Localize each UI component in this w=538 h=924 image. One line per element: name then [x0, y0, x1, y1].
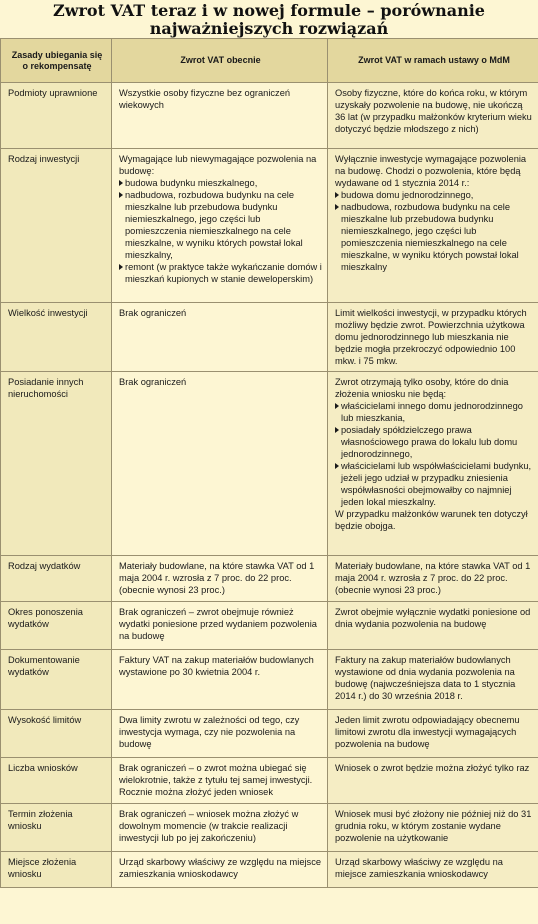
vat-mdm-cell: Wniosek musi być złożony nie później niż do 31 grudnia roku, w którym zostanie wydane pozwolenie na użytkowanie — [328, 804, 538, 852]
vat-mdm-cell: Jeden limit zwrotu odpowiadający obecnemu limitowi zwrotu dla inwestycji wymagających pozwolenia na budowę — [328, 710, 538, 758]
vat-mdm-cell: Limit wielkości inwestycji, w przypadku których możliwy będzie zwrot. Powierzchnia użytkowa domu jednorodzinnego lub mieszkania nie będzie mogła przekroczyć odpowiednio 100 mkw. i 75 mkw. — [328, 303, 538, 372]
row-label: Rodzaj wydatków — [1, 556, 112, 602]
row-label: Liczba wniosków — [1, 758, 112, 804]
table-row — [1, 372, 538, 556]
table-row — [1, 303, 538, 372]
vat-now-cell: Urząd skarbowy właściwy ze względu na miejsce zamieszkania wnioskodawcy — [112, 852, 328, 888]
table-row — [1, 758, 538, 804]
row-label: Miejsce złożenia wniosku — [1, 852, 112, 888]
row-label: Okres ponoszenia wydatków — [1, 602, 112, 650]
bullet-list — [335, 400, 533, 508]
table-row — [1, 650, 538, 710]
table-row — [1, 149, 538, 303]
vat-mdm-cell: Urząd skarbowy właściwy ze względu na miejsce zamieszkania wnioskodawcy — [328, 852, 538, 888]
vat-mdm-cell: Zwrot obejmie wyłącznie wydatki poniesione od dnia wydania pozwolenia na budowę — [328, 602, 538, 650]
row-label: Rodzaj inwestycji — [1, 149, 112, 303]
vat-now-cell: Brak ograniczeń – o zwrot można ubiegać się wielokrotnie, także z tytułu tej samej inwestycji. Rocznie można złożyć jeden wniosek — [112, 758, 328, 804]
row-label: Termin złożenia wniosku — [1, 804, 112, 852]
vat-now-cell: Faktury VAT na zakup materiałów budowlanych wystawione po 30 kwietnia 2004 r. — [112, 650, 328, 710]
table-header-row — [1, 39, 538, 83]
vat-mdm-cell: Wniosek o zwrot będzie można złożyć tylko raz — [328, 758, 538, 804]
bullet-list — [335, 189, 533, 273]
vat-now-cell: Brak ograniczeń – wniosek można złożyć w dowolnym momencie (w trakcie realizacji inwestycji lub po jej zakończeniu) — [112, 804, 328, 852]
table-row — [1, 602, 538, 650]
table-row — [1, 852, 538, 888]
row-label: Wielkość inwestycji — [1, 303, 112, 372]
list-item: nadbudowa, rozbudowa budynku na cele mieszkalne lub przebudowa budynku niemieszkalnego, jego części lub pomieszczenia niemieszkalnego na cele mieszkalne, w wyniku których powstał lokal mieszkalny — [335, 201, 533, 273]
vat-now-cell — [112, 149, 328, 303]
comparison-table — [0, 38, 538, 888]
row-label: Dokumentowanie wydatków — [1, 650, 112, 710]
table-row — [1, 83, 538, 149]
vat-mdm-cell: Faktury na zakup materiałów budowlanych wystawione od dnia wydania pozwolenia na budowę (najwcześniejsza data to 1 stycznia 2014 r.) do 30 września 2018 r. — [328, 650, 538, 710]
list-item: właścicielami innego domu jednorodzinnego lub mieszkania, — [335, 400, 533, 424]
vat-now-cell: Brak ograniczeń — [112, 303, 328, 372]
cell-intro: Wyłącznie inwestycje wymagające pozwolenia na budowę. Chodzi o pozwolenia, które będą wydawane od 1 stycznia 2014 r.: — [335, 154, 527, 188]
cell-intro: Zwrot otrzymają tylko osoby, które do dnia złożenia wniosku nie będą: — [335, 377, 509, 399]
list-item: remont (w praktyce także wykańczanie domów i mieszkań kupionych w stanie deweloperskim) — [119, 261, 322, 285]
header-vat-now: Zwrot VAT obecnie — [112, 39, 328, 83]
list-item: budowa budynku mieszkalnego, — [119, 177, 322, 189]
vat-mdm-cell — [328, 149, 538, 303]
vat-now-cell: Wszystkie osoby fizyczne bez ograniczeń wiekowych — [112, 83, 328, 149]
header-vat-mdm: Zwrot VAT w ramach ustawy o MdM — [328, 39, 538, 83]
list-item: posiadały spółdzielczego prawa własnościowego prawa do lokalu lub domu jednorodzinnego, — [335, 424, 533, 460]
vat-mdm-cell: Osoby fizyczne, które do końca roku, w którym uzyskały pozwolenie na budowę, nie ukończą 36 lat (w przypadku małżonków kryterium wieku dotyczyć będzie młodszego z nich) — [328, 83, 538, 149]
vat-now-cell: Brak ograniczeń – zwrot obejmuje również wydatki poniesione przed wydaniem pozwolenia na budowę — [112, 602, 328, 650]
bullet-list — [119, 177, 322, 285]
table-row — [1, 710, 538, 758]
vat-now-cell: Dwa limity zwrotu w zależności od tego, czy inwestycja wymaga, czy nie pozwolenia na budowę — [112, 710, 328, 758]
vat-mdm-cell: Materiały budowlane, na które stawka VAT od 1 maja 2004 r. wzrosła z 7 proc. do 22 proc. (obecnie wynosi 23 proc.) — [328, 556, 538, 602]
table-row — [1, 804, 538, 852]
row-label: Wysokość limitów — [1, 710, 112, 758]
vat-mdm-cell — [328, 372, 538, 556]
vat-now-cell: Materiały budowlane, na które stawka VAT od 1 maja 2004 r. wzrosła z 7 proc. do 22 proc. (obecnie wynosi 23 proc.) — [112, 556, 328, 602]
page-title: Zwrot VAT teraz i w nowej formule – porównanie najważniejszych rozwiązań — [53, 1, 485, 38]
list-item: właścicielami lub współwłaścicielami budynku, jeżeli jego udział w przypadku zniesienia współwłasności obejmowałby co najmniej jeden lokal mieszkalny. — [335, 460, 533, 508]
cell-intro: Wymagające lub niewymagające pozwolenia na budowę: — [119, 154, 317, 176]
row-label: Posiadanie innych nieruchomości — [1, 372, 112, 556]
cell-outro: W przypadku małżonków warunek ten dotyczył będzie obojga. — [335, 509, 528, 531]
list-item: budowa domu jednorodzinnego, — [335, 189, 533, 201]
header-principles: Zasady ubiegania się o rekompensatę — [1, 39, 112, 83]
vat-now-cell: Brak ograniczeń — [112, 372, 328, 556]
row-label: Podmioty uprawnione — [1, 83, 112, 149]
table-row — [1, 556, 538, 602]
list-item: nadbudowa, rozbudowa budynku na cele mieszkalne lub przebudowa budynku niemieszkalnego, jego części lub pomieszczenia niemieszkalnego na cele mieszkalne, w wyniku których powstał lokal mieszkalny, — [119, 189, 322, 261]
